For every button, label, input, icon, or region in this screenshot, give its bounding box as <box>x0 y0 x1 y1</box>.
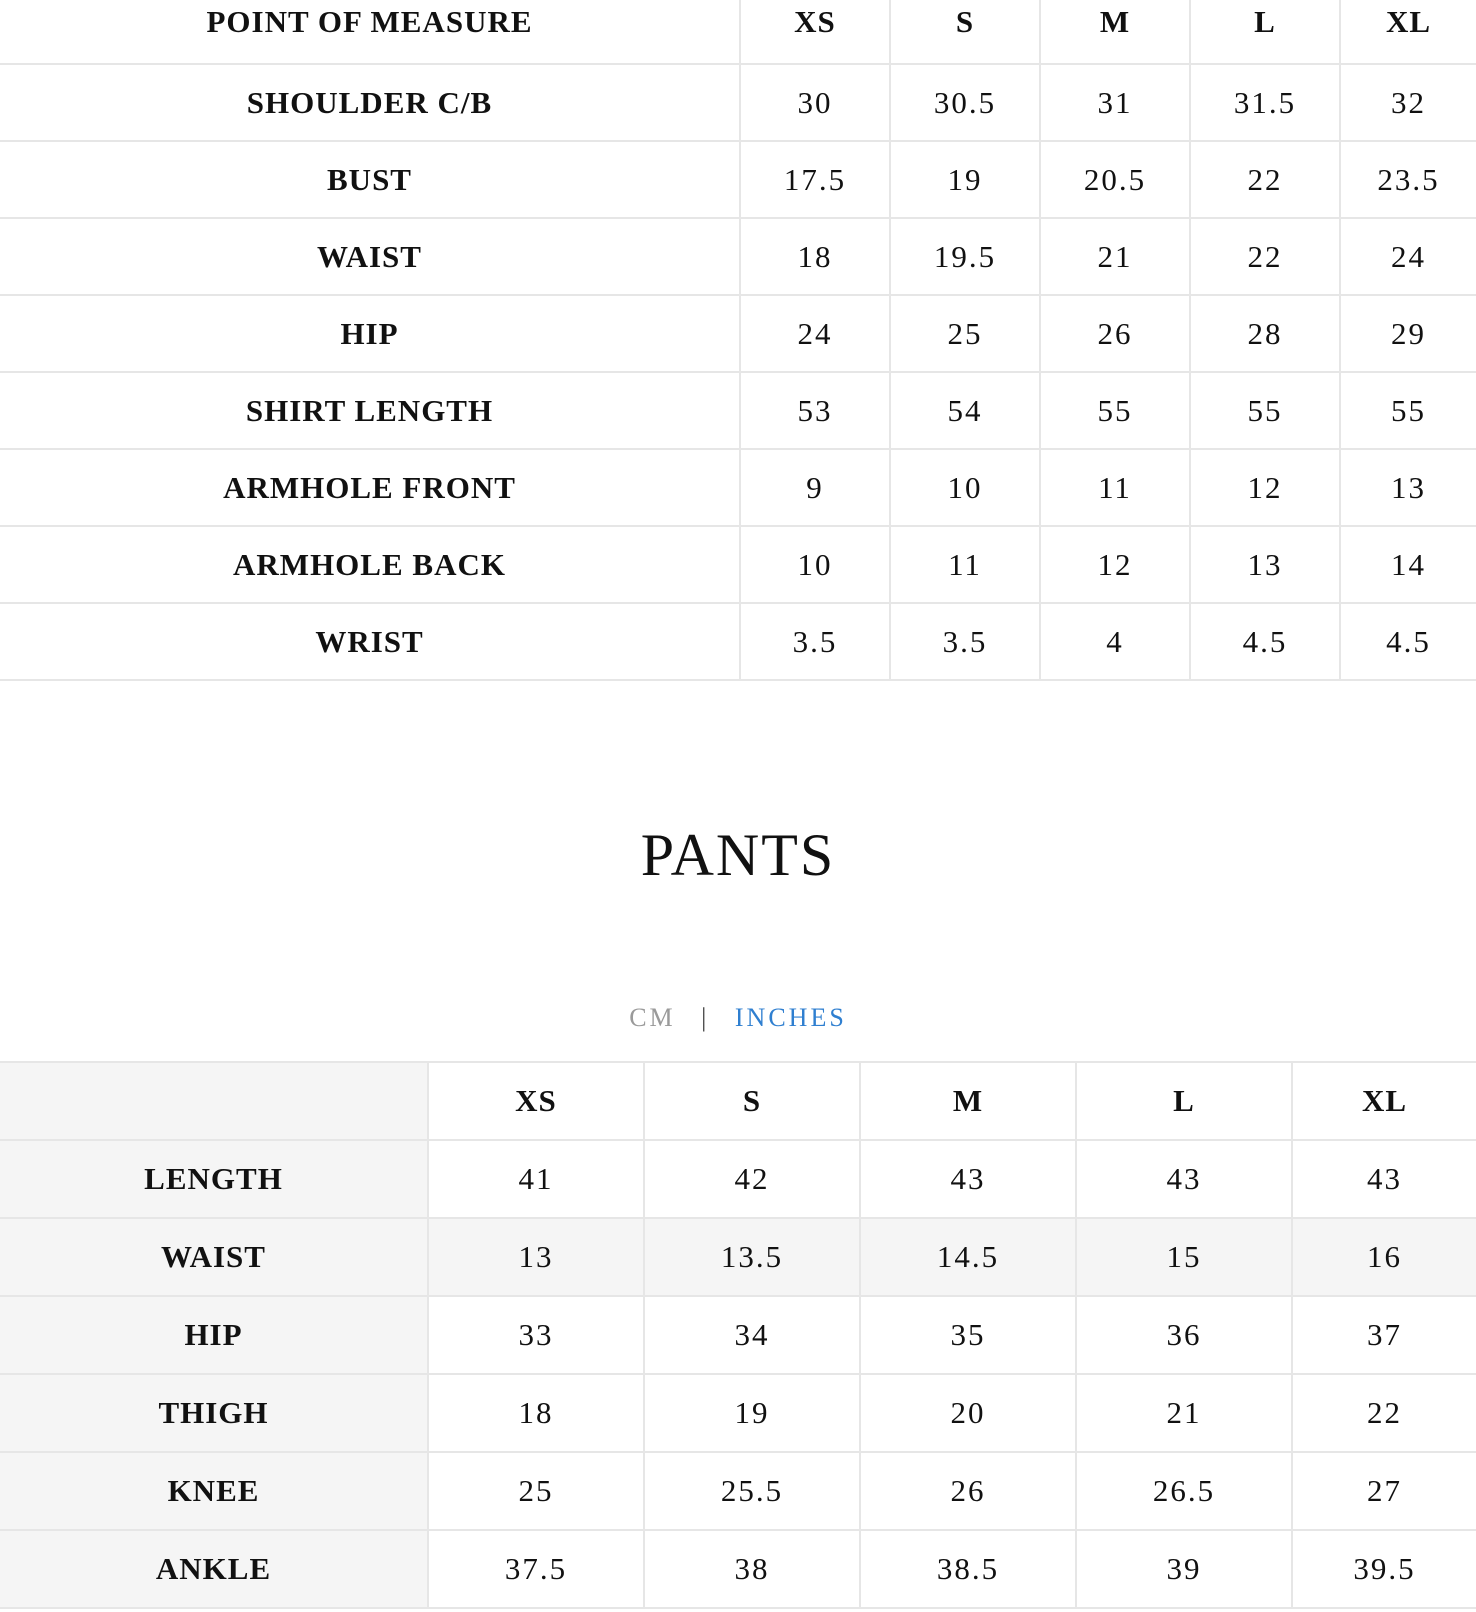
table-row <box>0 1218 1476 1296</box>
table-cell: 26.5 <box>1076 1452 1292 1530</box>
table-cell: 9 <box>740 449 890 526</box>
table-cell: 3.5 <box>890 603 1040 680</box>
table-cell: 22 <box>1190 141 1340 218</box>
table-cell: 43 <box>1076 1140 1292 1218</box>
table-cell: 23.5 <box>1340 141 1476 218</box>
table-cell: 16 <box>1292 1218 1476 1296</box>
table-row <box>0 603 1476 680</box>
table-cell: 31 <box>1040 64 1190 141</box>
column-header-point-of-measure: POINT OF MEASURE <box>0 0 740 64</box>
table-row <box>0 372 1476 449</box>
table-cell: 19 <box>644 1374 860 1452</box>
table-cell: 53 <box>740 372 890 449</box>
table-cell: 12 <box>1040 526 1190 603</box>
row-label: ANKLE <box>0 1530 428 1608</box>
table-cell: 14.5 <box>860 1218 1076 1296</box>
table-cell: 55 <box>1340 372 1476 449</box>
row-label: ARMHOLE BACK <box>0 526 740 603</box>
table-cell: 55 <box>1040 372 1190 449</box>
column-header-s: S <box>644 1062 860 1140</box>
table-cell: 38.5 <box>860 1530 1076 1608</box>
column-header-l: L <box>1190 0 1340 64</box>
column-header-l: L <box>1076 1062 1292 1140</box>
table-cell: 22 <box>1190 218 1340 295</box>
table-cell: 30.5 <box>890 64 1040 141</box>
table-row <box>0 141 1476 218</box>
table-cell: 17.5 <box>740 141 890 218</box>
table-cell: 35 <box>860 1296 1076 1374</box>
table-row <box>0 218 1476 295</box>
table-cell: 14 <box>1340 526 1476 603</box>
row-label: LENGTH <box>0 1140 428 1218</box>
table-cell: 41 <box>428 1140 644 1218</box>
section-title-pants: PANTS <box>640 822 836 888</box>
table-cell: 4.5 <box>1340 603 1476 680</box>
table-cell: 11 <box>890 526 1040 603</box>
table-cell: 27 <box>1292 1452 1476 1530</box>
table-cell: 43 <box>860 1140 1076 1218</box>
table-cell: 4 <box>1040 603 1190 680</box>
table-row <box>0 526 1476 603</box>
table-row <box>0 1530 1476 1608</box>
table-cell: 10 <box>740 526 890 603</box>
table-cell: 18 <box>428 1374 644 1452</box>
shirt-size-table <box>0 0 1476 681</box>
table-cell: 29 <box>1340 295 1476 372</box>
table-cell: 13 <box>1340 449 1476 526</box>
table-cell: 39 <box>1076 1530 1292 1608</box>
table-cell: 28 <box>1190 295 1340 372</box>
table-cell: 25 <box>890 295 1040 372</box>
shirt-header-row <box>0 0 1476 64</box>
table-cell: 21 <box>1040 218 1190 295</box>
column-header-xl: XL <box>1292 1062 1476 1140</box>
table-cell: 26 <box>1040 295 1190 372</box>
column-header-xs: XS <box>740 0 890 64</box>
table-row <box>0 1374 1476 1452</box>
table-cell: 54 <box>890 372 1040 449</box>
table-cell: 4.5 <box>1190 603 1340 680</box>
row-label: THIGH <box>0 1374 428 1452</box>
table-cell: 34 <box>644 1296 860 1374</box>
row-label: ARMHOLE FRONT <box>0 449 740 526</box>
table-cell: 10 <box>890 449 1040 526</box>
table-cell: 24 <box>1340 218 1476 295</box>
column-header-empty <box>0 1062 428 1140</box>
table-cell: 13 <box>428 1218 644 1296</box>
unit-toggle <box>0 1000 1476 1036</box>
unit-inches-link[interactable]: INCHES <box>734 1003 847 1032</box>
table-row <box>0 1452 1476 1530</box>
table-row <box>0 295 1476 372</box>
table-cell: 13.5 <box>644 1218 860 1296</box>
table-cell: 42 <box>644 1140 860 1218</box>
table-row <box>0 1140 1476 1218</box>
table-cell: 3.5 <box>740 603 890 680</box>
table-row <box>0 64 1476 141</box>
row-label: WAIST <box>0 218 740 295</box>
table-cell: 37 <box>1292 1296 1476 1374</box>
table-cell: 25 <box>428 1452 644 1530</box>
table-cell: 32 <box>1340 64 1476 141</box>
table-cell: 11 <box>1040 449 1190 526</box>
row-label: SHOULDER C/B <box>0 64 740 141</box>
pants-size-table <box>0 1061 1476 1609</box>
table-cell: 33 <box>428 1296 644 1374</box>
table-cell: 25.5 <box>644 1452 860 1530</box>
column-header-m: M <box>860 1062 1076 1140</box>
table-cell: 19 <box>890 141 1040 218</box>
column-header-xl: XL <box>1340 0 1476 64</box>
row-label: KNEE <box>0 1452 428 1530</box>
table-cell: 26 <box>860 1452 1076 1530</box>
table-cell: 31.5 <box>1190 64 1340 141</box>
table-cell: 15 <box>1076 1218 1292 1296</box>
pants-header-row <box>0 1062 1476 1140</box>
table-cell: 43 <box>1292 1140 1476 1218</box>
row-label: SHIRT LENGTH <box>0 372 740 449</box>
row-label: WAIST <box>0 1218 428 1296</box>
table-cell: 12 <box>1190 449 1340 526</box>
table-cell: 20.5 <box>1040 141 1190 218</box>
row-label: HIP <box>0 295 740 372</box>
unit-separator: | <box>701 1003 710 1032</box>
table-cell: 24 <box>740 295 890 372</box>
column-header-xs: XS <box>428 1062 644 1140</box>
table-cell: 55 <box>1190 372 1340 449</box>
unit-cm-link[interactable]: CM <box>629 1003 676 1032</box>
table-cell: 38 <box>644 1530 860 1608</box>
row-label: WRIST <box>0 603 740 680</box>
table-cell: 30 <box>740 64 890 141</box>
table-cell: 21 <box>1076 1374 1292 1452</box>
table-row <box>0 449 1476 526</box>
row-label: HIP <box>0 1296 428 1374</box>
table-cell: 20 <box>860 1374 1076 1452</box>
table-row <box>0 1296 1476 1374</box>
column-header-m: M <box>1040 0 1190 64</box>
table-cell: 18 <box>740 218 890 295</box>
table-cell: 37.5 <box>428 1530 644 1608</box>
table-cell: 13 <box>1190 526 1340 603</box>
row-label: BUST <box>0 141 740 218</box>
table-cell: 36 <box>1076 1296 1292 1374</box>
column-header-s: S <box>890 0 1040 64</box>
table-cell: 22 <box>1292 1374 1476 1452</box>
table-cell: 39.5 <box>1292 1530 1476 1608</box>
table-cell: 19.5 <box>890 218 1040 295</box>
